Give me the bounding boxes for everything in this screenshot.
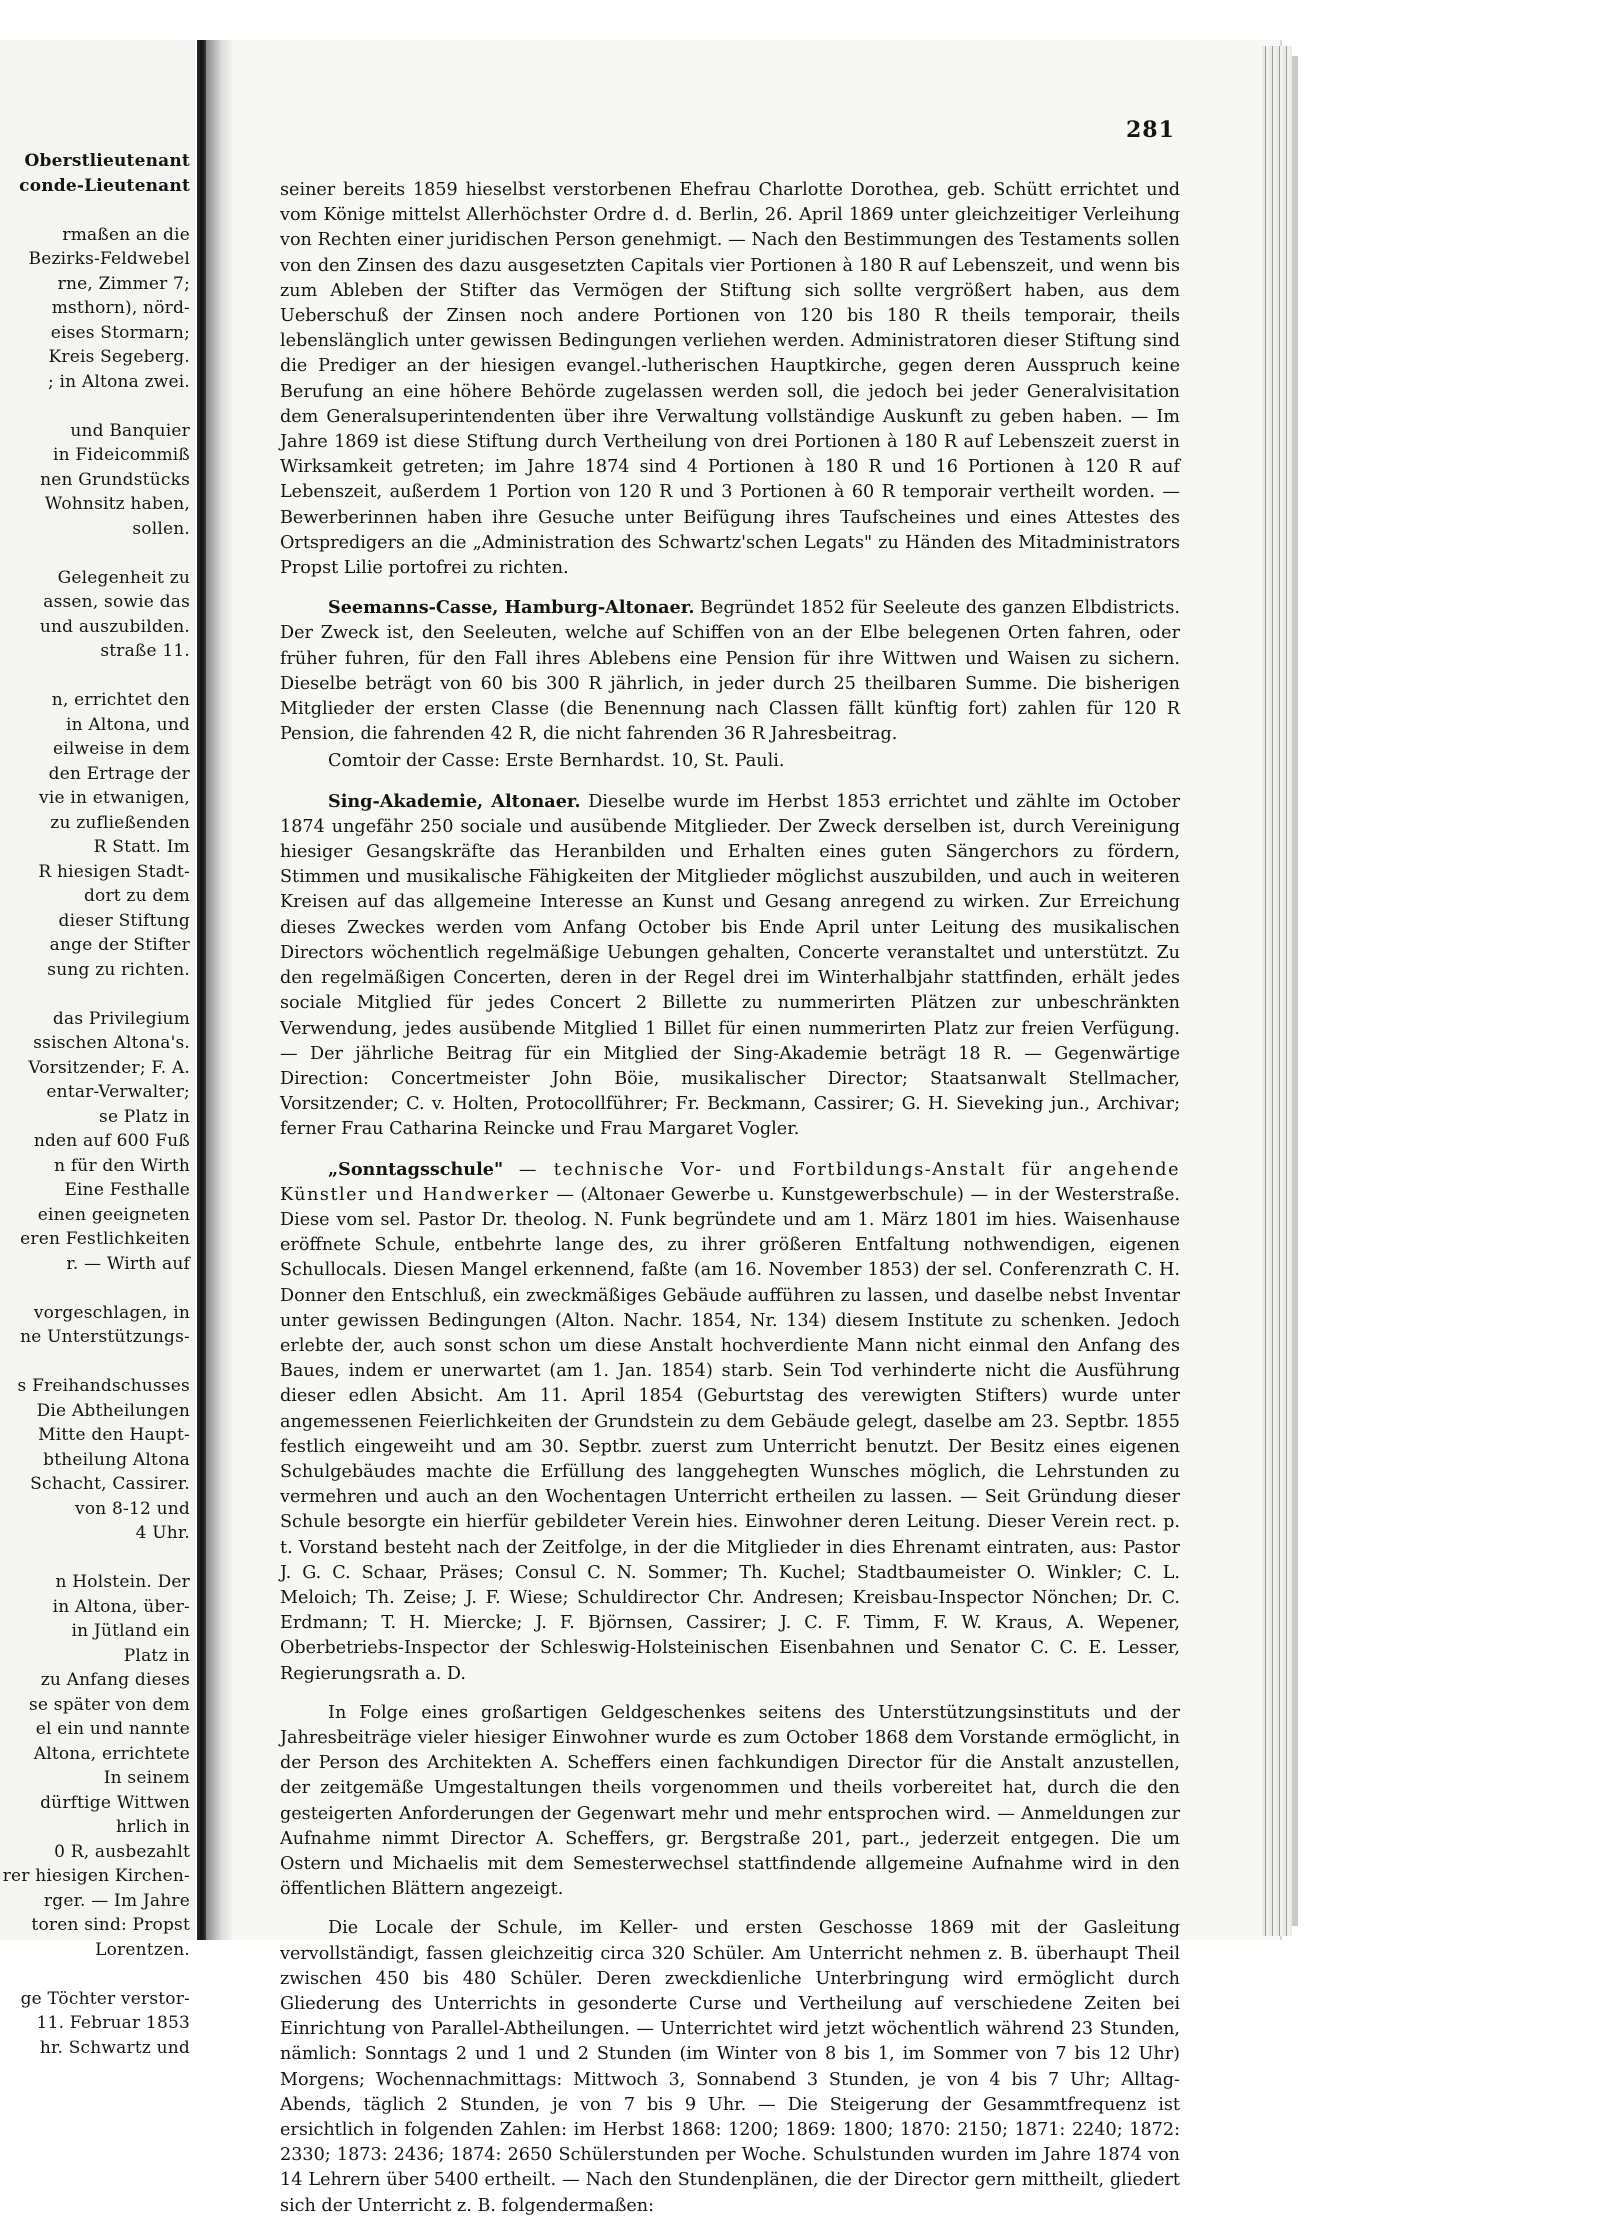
left-column-line: n, errichtet den bbox=[51, 690, 190, 710]
left-column-line: Oberstlieutenant bbox=[24, 151, 190, 171]
paragraph-sing-akademie bbox=[280, 789, 1180, 1143]
left-column-line: nen Grundstücks bbox=[40, 469, 190, 490]
left-column-line: rer hiesigen Kirchen- bbox=[2, 1866, 190, 1886]
left-column-line: n für den Wirth bbox=[54, 1155, 190, 1176]
left-column-line: s Freihandschusses bbox=[17, 1376, 190, 1396]
entry-heading: „Sonntagsschule" bbox=[328, 1158, 504, 1180]
left-column-line: Wohnsitz haben, bbox=[44, 494, 190, 514]
page-stack-edges bbox=[1262, 46, 1292, 1936]
left-column-line: in Fideicommiß bbox=[53, 445, 190, 465]
left-column-line: Gelegenheit zu bbox=[57, 567, 190, 588]
left-column-line: Platz in bbox=[123, 1645, 190, 1666]
left-column-line: In seinem bbox=[103, 1768, 190, 1788]
left-column-line: in Jütland ein bbox=[71, 1621, 190, 1641]
left-column-line: vorgeschlagen, in bbox=[33, 1302, 190, 1323]
left-column-line: 4 Uhr. bbox=[135, 1523, 190, 1543]
left-column-line: rmaßen an die bbox=[62, 224, 190, 245]
left-column-line: entar-Verwalter; bbox=[46, 1082, 190, 1102]
left-column-line: 11. Februar 1853 bbox=[36, 2013, 190, 2033]
left-column-line: eilweise in dem bbox=[52, 739, 190, 759]
paragraph-text: Dieselbe wurde im Herbst 1853 errichtet und zählte im October 1874 ungefähr 250 sociale und ausübende Mitglieder. Der Zweck derselben ist, durch Vereinigung hiesiger Gesangskräfte das Heranbilden und Erhalten eines guten Sängerchors zu fördern, Stimmen und musikalische Fähigkeiten der Mitglieder möglichst auszubilden, und auch in weiteren Kreisen auf das allgemeine Interesse an Kunst und Gesang anregend zu wirken. Zur Erreichung dieses Zweckes werden vom Anfang October bis Ende April unter Leitung des musikalischen Directors wöchentlich regelmäßige Uebungen gehalten, Concerte veranstaltet und unterstützt. Zu den regelmäßigen Concerten, deren in der Regel drei im Winterhalbjahr stattfinden, erhält jedes sociale Mitglied für jedes Concert 2 Billette zu nummerirten Plätzen zur unbeschränkten Verwendung, jedes ausübende Mitglied 1 Billet für einen nummerirten Platz zur freien Verfügung. — Der jährliche Beitrag für ein Mitglied der Sing-Akademie beträgt 18 R. — Gegenwärtige Direction: Concertmeister John Böie, musikalischer Director; Staatsanwalt Stellmacher, Vorsitzender; C. v. Holten, Protocollführer; Fr. Beckmann, Cassirer; G. H. Sieveking jun., Archivar; ferner Frau Catharina Reincke und Frau Margaret Vogler. bbox=[280, 791, 1181, 1140]
left-column-line: ne Unterstützungs- bbox=[20, 1327, 190, 1347]
entry-subheading: — technische Vor- und Fortbildungs-Anstalt für angehende Künstler und Handwerker bbox=[280, 1159, 1180, 1205]
entry-heading: Seemanns-Casse, Hamburg-Altonaer. bbox=[328, 597, 695, 619]
left-column-line: ge Töchter verstor- bbox=[20, 1988, 190, 2009]
left-column-line: Eine Festhalle bbox=[64, 1180, 190, 1200]
left-column-line: R hiesigen Stadt- bbox=[38, 861, 190, 882]
entry-heading: Sing-Akademie, Altonaer. bbox=[328, 790, 581, 812]
paragraph-seemanns-casse bbox=[280, 595, 1180, 747]
left-column-line: straße 11. bbox=[100, 641, 190, 661]
paragraph-text: seiner bereits 1859 hieselbst verstorbenen Ehefrau Charlotte Dorothea, geb. Schütt errichtet und vom Könige mittelst Allerhöchster Ordre d. d. Berlin, 26. April 1869 unter gleichzeitiger Verleihung von Rechten einer juridischen Person genehmigt. — Nach den Bestimmungen des Testaments sollen von den Zinsen des dazu ausgesetzten Capitals vier Portionen à 180 R auf Lebenszeit, und wenn bis zum Ableben der Stifter das Vermögen der Stiftung sich sollte vergrößert haben, aus dem Ueberschuß der Zinsen noch andere Portionen von 120 bis 180 R theils temporair, theils lebenslänglich unter gewissen Bedingungen verliehen werden. Administratoren dieser Stiftung sind die Prediger an der hiesigen evangel.-lutherischen Hauptkirche, gegen deren Ausspruch keine Berufung an eine höhere Behörde zugelassen werden soll, die jedoch bei jeder Generalvisitation dem Generalsuperintendenten über ihre Verwaltung vollständige Auskunft zu geben haben. — Im Jahre 1869 ist diese Stiftung durch Vertheilung von drei Portionen à 180 R auf Lebenszeit zuerst in Wirksamkeit getreten; im Jahre 1874 sind 4 Portionen à 180 R und 16 Portionen à 120 R auf Lebenszeit, außerdem 1 Portion von 120 R und 3 Portionen à 60 R temporair vertheilt worden. — Bewerberinnen haben ihre Gesuche unter Beifügung ihres Taufscheines und eines Attestes des Ortspredigers an die „Administration des Schwartz'schen Legats" zu Händen des Mitadministrators Propst Lilie portofrei zu richten. bbox=[280, 180, 1180, 579]
left-column-line: Altona, errichtete bbox=[33, 1743, 190, 1764]
comtoir-address: Comtoir der Casse: Erste Bernhardst. 10, St. Pauli. bbox=[328, 751, 785, 772]
left-column-line: ; in Altona zwei. bbox=[48, 371, 190, 392]
paragraph-text: Die Locale der Schule, im Keller- und ersten Geschosse 1869 mit der Gasleitung vervollständigt, fassen gleichzeitig circa 320 Schüler. Am Unterricht nehmen z. B. überhaupt Theil zwischen 450 bis 480 Schüler. Deren zweckdienliche Unterbringung wird ermöglicht durch Gliederung des Unterrichts in gesonderte Curse und Vertheilung auf verschiedene Zeiten bei Einrichtung von Parallel-Abtheilungen. — Unterrichtet wird jetzt wöchentlich während 23 Stunden, nämlich: Sonntags 2 und 1 und 2 Stunden (im Winter von 8 bis 1, im Sommer von 7 bis 12 Uhr) Morgens; Wochennachmittags: Mittwoch 3, Sonnabend 3 Stunden, je von 4 bis 7 Uhr; Alltag-Abends, täglich 2 Stunden, je von 7 bis 9 Uhr. — Die Steigerung der Gesammtfrequenz ist ersichtlich in folgenden Zahlen: im Herbst 1868: 1200; 1869: 1800; 1870: 2150; 1871: 2240; 1872: 2330; 1873: 2436; 1874: 2650 Schülerstunden per Woche. Schulstunden wurden im Jahre 1874 von 14 Lehrern über 5400 ertheilt. — Nach den Stundenplänen, die der Director gern mittheilt, gliedert sich der Unterricht z. B. folgendermaßen: bbox=[280, 1918, 1180, 2216]
left-column-line: das Privilegium bbox=[52, 1008, 190, 1029]
left-column-line: und auszubilden. bbox=[39, 616, 190, 637]
left-column-line: den Ertrage der bbox=[48, 763, 190, 784]
left-column-line: R Statt. Im bbox=[93, 837, 190, 857]
left-column-line: zu zufließenden bbox=[50, 812, 190, 833]
left-page-fragment bbox=[0, 40, 195, 2058]
book-spine bbox=[197, 40, 206, 1940]
page-edge-shadow bbox=[1292, 56, 1298, 1926]
left-column-line: dort zu dem bbox=[83, 886, 190, 906]
left-column-line: Lorentzen. bbox=[95, 1939, 190, 1960]
left-column-line: dieser Stiftung bbox=[58, 910, 190, 931]
left-column-line: nden auf 600 Fuß bbox=[33, 1131, 190, 1151]
paragraph-text: — (Altonaer Gewerbe u. Kunstgewerbschule) — in der Westerstraße. Diese vom sel. Pastor Dr. theolog. N. Funk begründete und am 1. März 1801 im hies. Waisenhause eröffnete Schule, entbehrte lange des, zu ihrer größeren Entfaltung nothwendigen, eigenen Schullocals. Diesen Mangel erkennend, faßte (am 16. November 1853) der sel. Conferenzrath C. H. Donner den Entschluß, ein zweckmäßiges Gebäude aufführen zu lassen, und daselbe nebst Inventar unter gewissen Bedingungen (Alton. Nachr. 1854, Nr. 134) diesem Institute zu schenken. Jedoch erlebte der, auch sonst schon um diese Anstalt hochverdiente Mann nicht einmal den Anfang des Baues, indem er unerwartet (am 1. Jan. 1854) starb. Sein Tod verhinderte nicht die Ausführung dieser edlen Absicht. Am 11. April 1854 (Geburtstag des verewigten Stifters) wurde unter angemessenen Feierlichkeiten der Grundstein zu dem Gebäude gelegt, daselbe am 23. Septbr. 1855 festlich eingeweiht und am 30. Septbr. zuerst zum Unterricht benutzt. Der Besitz eines eigenen Schulgebäudes machte die Erfüllung des langgehegten Wunsches möglich, die Lehrstunden zu vermehren und auch an den Wochentagen Unterricht ertheilen zu lassen. — Seit Gründung dieser Schule besorgte ein hierfür gebildeter Verein hies. Einwohner deren Leitung. Dieser Verein rect. p. t. Vorstand besteht nach der Zeitfolge, in der die Mitglieder in dies Ehrenamt eintraten, aus: Pastor J. G. C. Schaar, Präses; Consul C. N. Sommer; Th. Kuchel; Stadtbaumeister O. Winkler; C. L. Meloich; Th. Zeise; J. F. Wiese; Schuldirector Chr. Andresen; Kreisbau-Inspector Nönchen; Dr. C. Erdmann; T. H. Miercke; J. F. Björnsen, Cassirer; J. C. F. Timm, F. W. Kraus, A. Wepener, Oberbetriebs-Inspector der Schleswig-Holsteinischen Eisenbahnen und Senator C. C. E. Lesser, Regierungsrath a. D. bbox=[280, 1184, 1181, 1684]
left-column-line: und Banquier bbox=[70, 420, 190, 441]
paragraph-text: In Folge eines großartigen Geldgeschenkes seitens des Unterstützungsinstituts und der Jahresbeiträge vieler hiesiger Einwohner wurde es zum October 1868 dem Vorstande ermöglicht, in der Person des Architekten A. Scheffers einen fachkundigen Director für die Anstalt anzustellen, der zeitgemäße Umgestaltungen theils vorgenommen und theils vorbereitet hat, durch die den gesteigerten Anforderungen der Gegenwart mehr und mehr entsprochen wird. — Anmeldungen zur Aufnahme nimmt Director A. Scheffers, gr. Bergstraße 201, part., jederzeit entgegen. Die um Ostern und Michaelis mit dem Semesterwechsel stattfindende allgemeine Aufnahme wird in den öffentlichen Blättern angezeigt. bbox=[280, 1702, 1180, 1900]
left-column-line: se später von dem bbox=[28, 1694, 190, 1715]
paragraph-locale bbox=[280, 1916, 1180, 2218]
left-column-line: Vorsitzender; F. A. bbox=[28, 1057, 190, 1078]
left-column-line: sollen. bbox=[132, 518, 190, 539]
left-column-line: von 8-12 und bbox=[75, 1498, 190, 1519]
left-column-line: assen, sowie das bbox=[43, 592, 190, 612]
left-column-line: toren sind: Propst bbox=[31, 1915, 190, 1935]
left-column-line: sung zu richten. bbox=[47, 959, 190, 980]
left-column-line: se Platz in bbox=[99, 1106, 190, 1127]
left-column-line: Kreis Segeberg. bbox=[48, 347, 190, 367]
left-column-line: dürftige Wittwen bbox=[40, 1792, 190, 1813]
left-column-line: n Holstein. Der bbox=[55, 1572, 190, 1592]
left-column-line: rger. — Im Jahre bbox=[43, 1890, 190, 1911]
left-column-line: zu Anfang dieses bbox=[40, 1670, 190, 1690]
page-body bbox=[280, 178, 1180, 2233]
gutter-shadow bbox=[206, 40, 232, 1940]
left-column-line: eren Festlichkeiten bbox=[20, 1229, 190, 1249]
left-column-line: vie in etwanigen, bbox=[39, 788, 190, 808]
left-column-line: rne, Zimmer 7; bbox=[57, 273, 190, 294]
left-column-line: btheilung Altona bbox=[43, 1449, 190, 1470]
left-column-line: el ein und nannte bbox=[35, 1719, 190, 1739]
left-column-line: Die Abtheilungen bbox=[36, 1400, 190, 1421]
left-column-line: r. — Wirth auf bbox=[66, 1253, 190, 1274]
left-column-line: hrlich in bbox=[115, 1817, 190, 1837]
left-column-line: conde-Lieutenant bbox=[19, 175, 190, 196]
left-column-line: msthorn), nörd- bbox=[51, 298, 190, 318]
left-column-line: 0 R, ausbezahlt bbox=[54, 1841, 190, 1862]
paragraph-schwartz-legat bbox=[280, 178, 1180, 581]
left-column-line: in Altona, über- bbox=[52, 1596, 190, 1617]
left-column-line: Mitte den Haupt- bbox=[38, 1425, 190, 1445]
left-column-line: ange der Stifter bbox=[49, 935, 190, 955]
paragraph-geldgeschenk bbox=[280, 1701, 1180, 1903]
paragraph-sonntagsschule bbox=[280, 1157, 1180, 1687]
paragraph-text: Begründet 1852 für Seeleute des ganzen Elbdistricts. Der Zweck ist, den Seeleuten, welche auf Schiffen von an der Elbe belegenen Orten fahren, oder früher fuhren, für den Fall ihres Ablebens eine Pension für ihre Wittwen und Waisen zu sichern. Dieselbe beträgt von 60 bis 300 R jährlich, in jeder durch 25 theilbaren Summe. Die bisherigen Mitglieder der ersten Classe (die Benennung nach Classen fällt künftig fort) zahlen für 120 R Pension, die fahrenden 42 R, die nicht fahrenden 36 R Jahresbeitrag. bbox=[280, 598, 1180, 745]
page-number: 281 bbox=[1126, 117, 1175, 143]
left-column-line: Schacht, Cassirer. bbox=[30, 1474, 190, 1494]
left-column-line: eises Stormarn; bbox=[50, 322, 190, 343]
left-column-line: ssischen Altona's. bbox=[33, 1033, 190, 1053]
left-column-line: Bezirks-Feldwebel bbox=[28, 249, 190, 269]
left-column-line: in Altona, und bbox=[65, 714, 190, 735]
left-column-line: einen geeigneten bbox=[37, 1204, 190, 1225]
left-column-line: hr. Schwartz und bbox=[39, 2037, 190, 2058]
